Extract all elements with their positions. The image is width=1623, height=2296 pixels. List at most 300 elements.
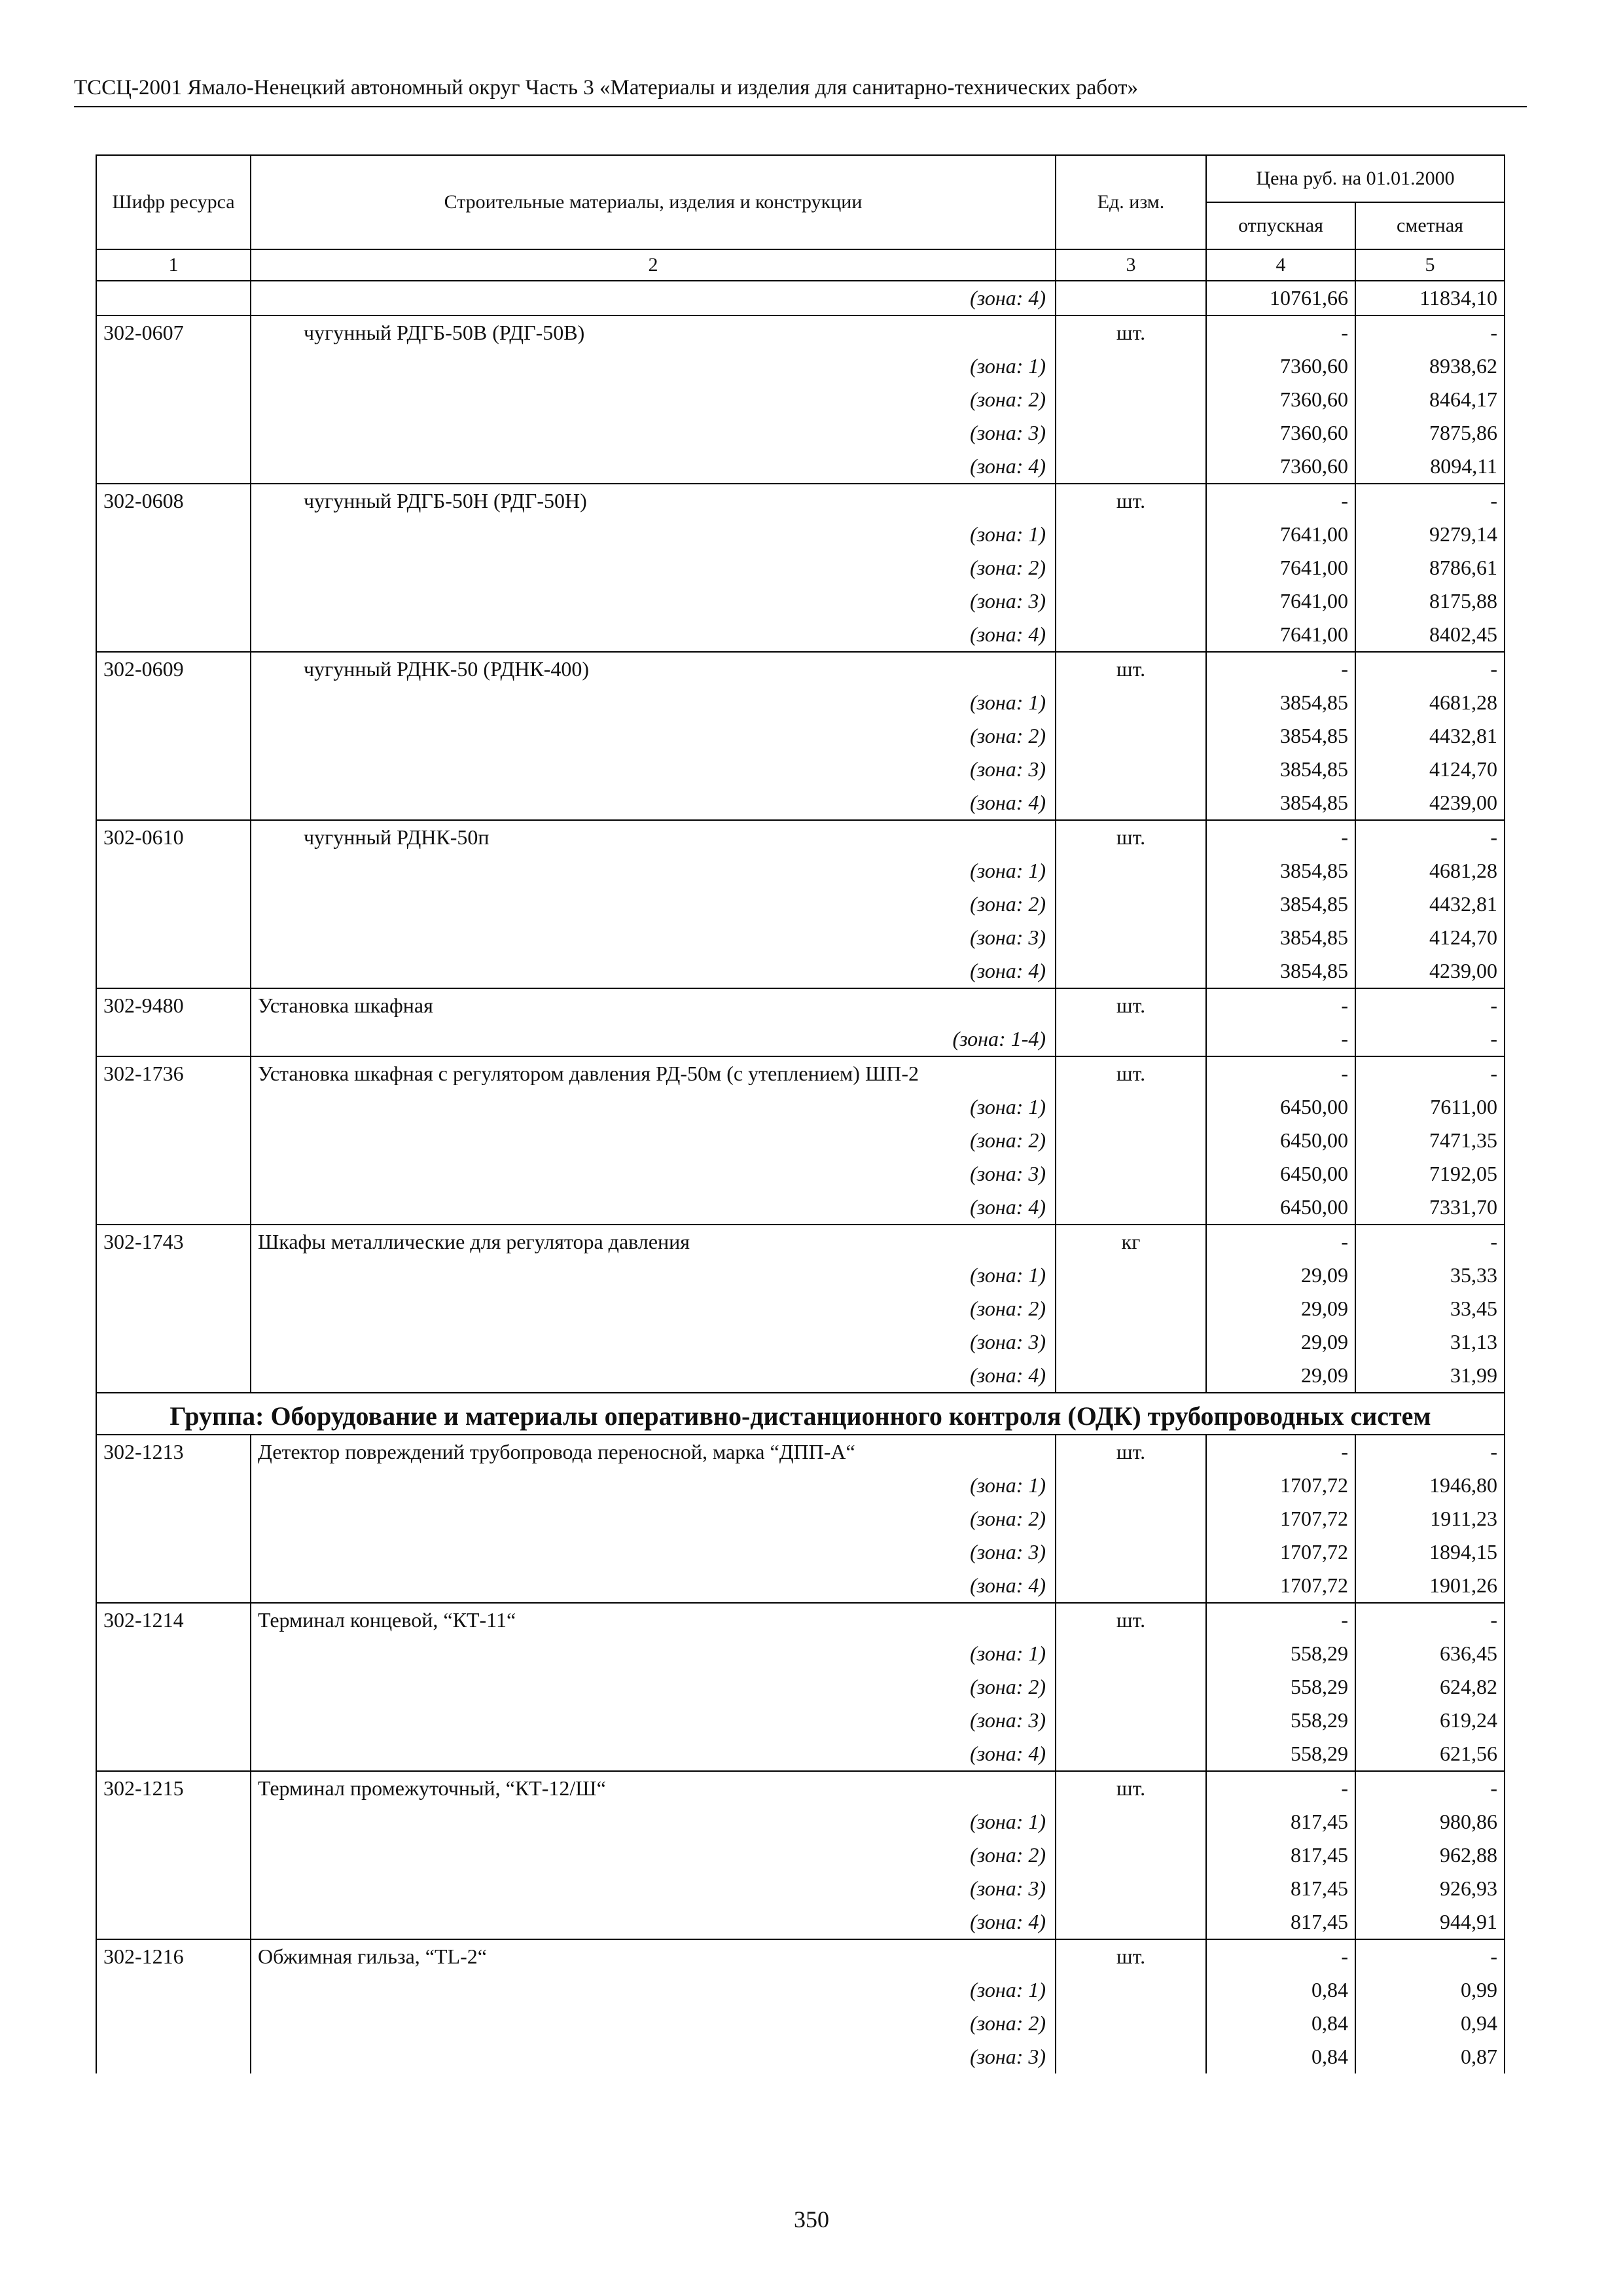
cell-name: (зона: 2)	[251, 719, 1056, 753]
cell-name: Шкафы металлические для регулятора давления	[251, 1225, 1056, 1259]
table-row-item	[96, 988, 1505, 1022]
cell-code	[96, 1022, 251, 1056]
cell-name: (зона: 2)	[251, 551, 1056, 584]
cell-unit	[1056, 416, 1206, 450]
cell-price-estimate: 7611,00	[1355, 1090, 1505, 1124]
table-row-zone	[96, 416, 1505, 450]
cell-unit	[1056, 1872, 1206, 1905]
cell-price-estimate: -	[1355, 988, 1505, 1022]
cell-price-release: 6450,00	[1206, 1157, 1355, 1191]
cell-unit	[1056, 854, 1206, 888]
cell-code	[96, 786, 251, 820]
col-number-5: 5	[1355, 249, 1505, 281]
cell-price-estimate: 0,87	[1355, 2040, 1505, 2073]
cell-code	[96, 518, 251, 551]
table-row-zone	[96, 1124, 1505, 1157]
cell-price-estimate: 944,91	[1355, 1905, 1505, 1939]
cell-unit	[1056, 1569, 1206, 1603]
cell-price-release: -	[1206, 652, 1355, 686]
table-row-zone	[96, 1359, 1505, 1393]
cell-price-estimate: 0,94	[1355, 2007, 1505, 2040]
cell-price-release: 558,29	[1206, 1704, 1355, 1737]
cell-code	[96, 921, 251, 954]
cell-price-release: 3854,85	[1206, 888, 1355, 921]
cell-code	[96, 2040, 251, 2073]
table-row-zone	[96, 1905, 1505, 1939]
table-row-zone	[96, 551, 1505, 584]
cell-price-release: 7360,60	[1206, 383, 1355, 416]
cell-price-release: -	[1206, 315, 1355, 350]
cell-unit	[1056, 719, 1206, 753]
cell-code	[96, 1359, 251, 1393]
cell-unit: кг	[1056, 1225, 1206, 1259]
cell-price-release: 3854,85	[1206, 954, 1355, 988]
cell-price-estimate: 926,93	[1355, 1872, 1505, 1905]
cell-code	[96, 383, 251, 416]
table-row-zone	[96, 1325, 1505, 1359]
table-row-zone	[96, 1157, 1505, 1191]
table-row-zone	[96, 1022, 1505, 1056]
cell-price-release: -	[1206, 1603, 1355, 1637]
cell-price-estimate: -	[1355, 820, 1505, 854]
cell-price-release: 3854,85	[1206, 753, 1355, 786]
cell-unit	[1056, 281, 1206, 315]
cell-price-estimate: -	[1355, 1435, 1505, 1469]
table-row-zone	[96, 1670, 1505, 1704]
cell-code: 302-9480	[96, 988, 251, 1022]
table-row-zone	[96, 1805, 1505, 1839]
cell-price-release: 3854,85	[1206, 786, 1355, 820]
cell-price-estimate: 8094,11	[1355, 450, 1505, 484]
cell-name: чугунный РДНК-50 (РДНК-400)	[251, 652, 1056, 686]
table-row-zone	[96, 1637, 1505, 1670]
cell-unit: шт.	[1056, 820, 1206, 854]
cell-name: (зона: 1)	[251, 1259, 1056, 1292]
cell-name: (зона: 2)	[251, 1502, 1056, 1535]
cell-code	[96, 1973, 251, 2007]
cell-code	[96, 1157, 251, 1191]
cell-name: (зона: 4)	[251, 1737, 1056, 1771]
cell-unit	[1056, 1973, 1206, 2007]
cell-price-estimate: 4124,70	[1355, 921, 1505, 954]
cell-name: Обжимная гильза, “TL-2“	[251, 1939, 1056, 1973]
table-row-zone	[96, 686, 1505, 719]
cell-unit	[1056, 1469, 1206, 1502]
cell-name: (зона: 1)	[251, 518, 1056, 551]
cell-name: (зона: 1)	[251, 1973, 1056, 2007]
table-row-zone	[96, 1502, 1505, 1535]
cell-name: Установка шкафная с регулятором давления РД-50м (с утеплением) ШП-2	[251, 1056, 1056, 1090]
table-row-zone	[96, 1090, 1505, 1124]
cell-price-release: -	[1206, 1939, 1355, 1973]
cell-price-release: 7641,00	[1206, 584, 1355, 618]
cell-price-release: 0,84	[1206, 1973, 1355, 2007]
table-row-zone	[96, 1259, 1505, 1292]
cell-price-estimate: 962,88	[1355, 1839, 1505, 1872]
cell-price-estimate: 0,99	[1355, 1973, 1505, 2007]
cell-unit: шт.	[1056, 1435, 1206, 1469]
cell-price-estimate: 1894,15	[1355, 1535, 1505, 1569]
cell-price-estimate: 8464,17	[1355, 383, 1505, 416]
cell-code	[96, 1090, 251, 1124]
cell-price-estimate: 8938,62	[1355, 350, 1505, 383]
table-row-zone	[96, 1469, 1505, 1502]
cell-price-release: 1707,72	[1206, 1469, 1355, 1502]
cell-name: (зона: 2)	[251, 383, 1056, 416]
cell-price-estimate: -	[1355, 1771, 1505, 1805]
cell-name: (зона: 4)	[251, 1905, 1056, 1939]
cell-name: чугунный РДГБ-50В (РДГ-50В)	[251, 315, 1056, 350]
cell-price-release: 817,45	[1206, 1872, 1355, 1905]
cell-price-estimate: 7471,35	[1355, 1124, 1505, 1157]
cell-price-estimate: 8402,45	[1355, 618, 1505, 652]
cell-name: (зона: 2)	[251, 1124, 1056, 1157]
cell-code	[96, 1191, 251, 1225]
cell-unit	[1056, 350, 1206, 383]
cell-name: (зона: 4)	[251, 1569, 1056, 1603]
cell-name: (зона: 2)	[251, 1839, 1056, 1872]
cell-code	[96, 686, 251, 719]
table-body	[96, 281, 1505, 2073]
cell-price-estimate: 1946,80	[1355, 1469, 1505, 1502]
table-row-zone	[96, 1535, 1505, 1569]
cell-unit: шт.	[1056, 1939, 1206, 1973]
cell-name: (зона: 1)	[251, 686, 1056, 719]
cell-price-release: 7360,60	[1206, 416, 1355, 450]
cell-code: 302-1216	[96, 1939, 251, 1973]
cell-name: (зона: 3)	[251, 2040, 1056, 2073]
table-row-zone	[96, 954, 1505, 988]
table-row-item	[96, 1056, 1505, 1090]
cell-code	[96, 854, 251, 888]
page-number: 350	[794, 2206, 829, 2233]
cell-price-release: -	[1206, 1056, 1355, 1090]
table-row-zone	[96, 1872, 1505, 1905]
cell-code: 302-0609	[96, 652, 251, 686]
col-number-3: 3	[1056, 249, 1206, 281]
table-row-item	[96, 820, 1505, 854]
cell-price-release: 6450,00	[1206, 1090, 1355, 1124]
table-row-zone	[96, 281, 1505, 315]
table-row-zone	[96, 618, 1505, 652]
cell-code	[96, 1469, 251, 1502]
cell-unit: шт.	[1056, 1771, 1206, 1805]
cell-price-estimate: 1901,26	[1355, 1569, 1505, 1603]
cell-price-estimate: 4432,81	[1355, 888, 1505, 921]
cell-code	[96, 1670, 251, 1704]
cell-price-release: 1707,72	[1206, 1569, 1355, 1603]
cell-name: (зона: 1)	[251, 1469, 1056, 1502]
cell-unit	[1056, 1502, 1206, 1535]
cell-price-estimate: 636,45	[1355, 1637, 1505, 1670]
cell-code	[96, 954, 251, 988]
cell-unit: шт.	[1056, 1603, 1206, 1637]
cell-name: (зона: 4)	[251, 954, 1056, 988]
cell-price-estimate: 7192,05	[1355, 1157, 1505, 1191]
cell-name: (зона: 3)	[251, 1157, 1056, 1191]
group-heading: Группа: Оборудование и материалы оперативно-дистанционного контроля (ОДК) трубопроводных систем	[96, 1393, 1505, 1435]
cell-name: Терминал промежуточный, “КТ-12/Ш“	[251, 1771, 1056, 1805]
cell-price-release: 10761,66	[1206, 281, 1355, 315]
cell-unit	[1056, 1259, 1206, 1292]
cell-name: (зона: 3)	[251, 416, 1056, 450]
table-row-zone	[96, 854, 1505, 888]
cell-price-release: -	[1206, 820, 1355, 854]
table-row-item	[96, 1435, 1505, 1469]
cell-price-release: 0,84	[1206, 2007, 1355, 2040]
table-row-zone	[96, 2040, 1505, 2073]
cell-price-estimate: -	[1355, 1225, 1505, 1259]
table-row-zone	[96, 1839, 1505, 1872]
cell-price-estimate: 4681,28	[1355, 686, 1505, 719]
cell-name: (зона: 3)	[251, 1872, 1056, 1905]
cell-name: (зона: 4)	[251, 281, 1056, 315]
col-number-4: 4	[1206, 249, 1355, 281]
cell-price-release: 558,29	[1206, 1637, 1355, 1670]
cell-name: (зона: 4)	[251, 1359, 1056, 1393]
col-number-2: 2	[251, 249, 1056, 281]
cell-unit	[1056, 1191, 1206, 1225]
cell-name: Детектор повреждений трубопровода переносной, марка “ДПП-А“	[251, 1435, 1056, 1469]
cell-price-estimate: -	[1355, 652, 1505, 686]
cell-code	[96, 584, 251, 618]
cell-name: (зона: 1)	[251, 1805, 1056, 1839]
cell-unit	[1056, 1637, 1206, 1670]
cell-unit	[1056, 518, 1206, 551]
cell-unit	[1056, 1292, 1206, 1325]
cell-code	[96, 1259, 251, 1292]
cell-unit	[1056, 753, 1206, 786]
col-header-code: Шифр ресурса	[96, 155, 251, 249]
cell-name: (зона: 1)	[251, 1090, 1056, 1124]
cell-price-release: 6450,00	[1206, 1191, 1355, 1225]
cell-price-release: 7641,00	[1206, 551, 1355, 584]
table-row-zone	[96, 2007, 1505, 2040]
cell-price-release: -	[1206, 1435, 1355, 1469]
cell-code	[96, 1737, 251, 1771]
cell-name: (зона: 2)	[251, 1292, 1056, 1325]
cell-price-estimate: 4239,00	[1355, 786, 1505, 820]
cell-price-estimate: -	[1355, 484, 1505, 518]
cell-name: Терминал концевой, “КТ-11“	[251, 1603, 1056, 1637]
table-row-zone	[96, 1737, 1505, 1771]
col-number-1: 1	[96, 249, 251, 281]
cell-code	[96, 1872, 251, 1905]
table-row-zone	[96, 1191, 1505, 1225]
cell-price-estimate: 4124,70	[1355, 753, 1505, 786]
cell-unit: шт.	[1056, 652, 1206, 686]
cell-unit	[1056, 450, 1206, 484]
cell-name: (зона: 4)	[251, 1191, 1056, 1225]
cell-price-release: 3854,85	[1206, 921, 1355, 954]
table-row-item	[96, 484, 1505, 518]
cell-name: (зона: 2)	[251, 888, 1056, 921]
table-row-zone	[96, 1292, 1505, 1325]
cell-price-estimate: 8175,88	[1355, 584, 1505, 618]
cell-code	[96, 753, 251, 786]
cell-price-estimate: 980,86	[1355, 1805, 1505, 1839]
cell-price-estimate: -	[1355, 315, 1505, 350]
cell-unit	[1056, 1535, 1206, 1569]
cell-code	[96, 719, 251, 753]
cell-name: чугунный РДГБ-50Н (РДГ-50Н)	[251, 484, 1056, 518]
cell-code: 302-1213	[96, 1435, 251, 1469]
cell-price-estimate: 31,99	[1355, 1359, 1505, 1393]
cell-name: (зона: 2)	[251, 2007, 1056, 2040]
cell-code	[96, 1905, 251, 1939]
cell-name: (зона: 4)	[251, 450, 1056, 484]
cell-unit	[1056, 1022, 1206, 1056]
table-row-zone	[96, 518, 1505, 551]
cell-code: 302-0608	[96, 484, 251, 518]
cell-price-estimate: 619,24	[1355, 1704, 1505, 1737]
table-row-zone	[96, 719, 1505, 753]
cell-code	[96, 2007, 251, 2040]
table-row-zone	[96, 753, 1505, 786]
cell-unit	[1056, 1325, 1206, 1359]
cell-code	[96, 1292, 251, 1325]
cell-price-release: 817,45	[1206, 1905, 1355, 1939]
cell-price-release: 29,09	[1206, 1292, 1355, 1325]
cell-unit	[1056, 1359, 1206, 1393]
cell-code	[96, 551, 251, 584]
table-row-zone	[96, 921, 1505, 954]
table-row-item	[96, 1603, 1505, 1637]
cell-unit: шт.	[1056, 484, 1206, 518]
cell-unit	[1056, 383, 1206, 416]
cell-price-estimate: -	[1355, 1022, 1505, 1056]
cell-code	[96, 1502, 251, 1535]
cell-price-estimate: 624,82	[1355, 1670, 1505, 1704]
table-row-item	[96, 1225, 1505, 1259]
cell-price-release: 817,45	[1206, 1839, 1355, 1872]
cell-name: (зона: 3)	[251, 921, 1056, 954]
cell-code	[96, 618, 251, 652]
cell-price-release: 29,09	[1206, 1259, 1355, 1292]
cell-price-release: 3854,85	[1206, 686, 1355, 719]
cell-code	[96, 1569, 251, 1603]
cell-name: (зона: 4)	[251, 618, 1056, 652]
cell-unit	[1056, 2007, 1206, 2040]
cell-price-estimate: -	[1355, 1603, 1505, 1637]
cell-price-release: -	[1206, 988, 1355, 1022]
cell-code	[96, 1124, 251, 1157]
cell-code: 302-1736	[96, 1056, 251, 1090]
cell-code: 302-0610	[96, 820, 251, 854]
group-heading-row	[96, 1393, 1505, 1435]
cell-unit	[1056, 921, 1206, 954]
cell-code	[96, 450, 251, 484]
cell-name: (зона: 1)	[251, 1637, 1056, 1670]
table-row-zone	[96, 1569, 1505, 1603]
table-row-item	[96, 1939, 1505, 1973]
cell-unit	[1056, 1737, 1206, 1771]
cell-unit	[1056, 1124, 1206, 1157]
cell-unit	[1056, 686, 1206, 719]
cell-unit: шт.	[1056, 315, 1206, 350]
cell-price-release: 0,84	[1206, 2040, 1355, 2073]
cell-price-estimate: 4432,81	[1355, 719, 1505, 753]
col-header-estimate: сметная	[1355, 202, 1505, 249]
cell-unit: шт.	[1056, 988, 1206, 1022]
col-header-price-group: Цена руб. на 01.01.2000	[1206, 155, 1505, 202]
cell-unit	[1056, 954, 1206, 988]
cell-name: (зона: 3)	[251, 584, 1056, 618]
cell-price-release: -	[1206, 1225, 1355, 1259]
cell-price-estimate: 33,45	[1355, 1292, 1505, 1325]
cell-price-release: 29,09	[1206, 1359, 1355, 1393]
cell-name: (зона: 4)	[251, 786, 1056, 820]
cell-code: 302-1214	[96, 1603, 251, 1637]
cell-price-release: 6450,00	[1206, 1124, 1355, 1157]
cell-price-release: 7641,00	[1206, 518, 1355, 551]
table-row-zone	[96, 383, 1505, 416]
cell-price-release: 3854,85	[1206, 854, 1355, 888]
cell-price-estimate: 8786,61	[1355, 551, 1505, 584]
table-row-item	[96, 315, 1505, 350]
cell-price-estimate: 31,13	[1355, 1325, 1505, 1359]
cell-code	[96, 350, 251, 383]
cell-unit	[1056, 618, 1206, 652]
cell-price-release: 1707,72	[1206, 1535, 1355, 1569]
cell-price-estimate: 7331,70	[1355, 1191, 1505, 1225]
table-row-zone	[96, 450, 1505, 484]
cell-price-estimate: 9279,14	[1355, 518, 1505, 551]
cell-unit	[1056, 1839, 1206, 1872]
cell-unit	[1056, 1805, 1206, 1839]
cell-unit	[1056, 1090, 1206, 1124]
cell-unit	[1056, 2040, 1206, 2073]
cell-price-release: 3854,85	[1206, 719, 1355, 753]
cell-unit	[1056, 551, 1206, 584]
cell-name: (зона: 1)	[251, 350, 1056, 383]
table-row-zone	[96, 350, 1505, 383]
cell-unit	[1056, 888, 1206, 921]
cell-price-estimate: 35,33	[1355, 1259, 1505, 1292]
col-header-release: отпускная	[1206, 202, 1355, 249]
page-header: ТССЦ-2001 Ямало-Ненецкий автономный округ Часть 3 «Материалы и изделия для санитарно-технических работ»	[74, 76, 1139, 99]
col-header-name: Строительные материалы, изделия и конструкции	[251, 155, 1056, 249]
price-table	[96, 154, 1505, 2073]
table-row-zone	[96, 1973, 1505, 2007]
cell-price-release: 7641,00	[1206, 618, 1355, 652]
cell-name: (зона: 2)	[251, 1670, 1056, 1704]
cell-price-release: -	[1206, 1022, 1355, 1056]
cell-name: (зона: 3)	[251, 1325, 1056, 1359]
cell-unit	[1056, 1670, 1206, 1704]
cell-name: чугунный РДНК-50п	[251, 820, 1056, 854]
table-row-zone	[96, 584, 1505, 618]
cell-price-release: 558,29	[1206, 1670, 1355, 1704]
table-header	[96, 155, 1505, 281]
cell-name: (зона: 3)	[251, 753, 1056, 786]
table-row-item	[96, 1771, 1505, 1805]
cell-price-estimate: 4239,00	[1355, 954, 1505, 988]
cell-name: Установка шкафная	[251, 988, 1056, 1022]
cell-code: 302-1743	[96, 1225, 251, 1259]
table-row-zone	[96, 786, 1505, 820]
cell-unit	[1056, 786, 1206, 820]
cell-code	[96, 888, 251, 921]
cell-price-estimate: 621,56	[1355, 1737, 1505, 1771]
cell-price-release: -	[1206, 484, 1355, 518]
cell-code	[96, 1535, 251, 1569]
cell-name: (зона: 3)	[251, 1704, 1056, 1737]
cell-code: 302-0607	[96, 315, 251, 350]
cell-code	[96, 416, 251, 450]
cell-price-release: 558,29	[1206, 1737, 1355, 1771]
cell-price-release: -	[1206, 1771, 1355, 1805]
